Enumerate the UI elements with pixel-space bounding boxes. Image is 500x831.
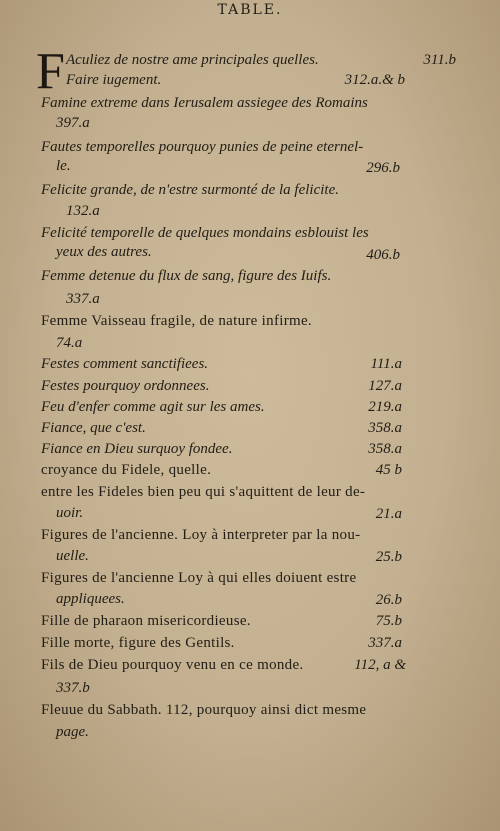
index-entry-text: Fille morte, figure des Gentils.: [41, 635, 235, 651]
index-entry-text: Faire iugement.: [66, 72, 162, 88]
index-entry-text: Aculiez de nostre ame principales quelles.: [66, 52, 319, 68]
index-entry-page: 26.b: [375, 592, 402, 608]
index-entry-text: Fleuue du Sabbath. 112, pourquoy ainsi dict mesme: [41, 702, 367, 718]
index-entry-text: Famine extreme dans Ierusalem assiegee des Romains: [41, 95, 368, 111]
index-entry-page: 132.a: [66, 203, 100, 219]
index-entry-text-cont: page.: [56, 724, 89, 740]
index-entry-page: 406.b: [366, 247, 400, 263]
index-entry-text: croyance du Fidele, quelle.: [41, 462, 212, 478]
drop-cap: F: [36, 43, 65, 100]
index-entry-page: 45 b: [375, 462, 402, 478]
index-entry-page: 358.a: [368, 441, 402, 457]
index-entry-page: 337.b: [56, 680, 90, 696]
index-entry-text-cont: uoir.: [56, 505, 84, 521]
index-entry-text: Femme Vaisseau fragile, de nature infirme.: [41, 313, 312, 329]
index-entry-page: 219.a: [368, 399, 402, 415]
index-entry-text-cont: yeux des autres.: [56, 244, 152, 260]
index-entry-text: entre les Fideles bien peu qui s'aquittent de leur de-: [41, 484, 366, 500]
index-entry-text: Feu d'enfer comme agit sur les ames.: [41, 399, 265, 415]
index-entry-page: 111.a: [370, 356, 402, 372]
index-entry-page: 358.a: [368, 420, 402, 436]
index-entry-page: 112, a &: [354, 657, 406, 673]
index-entry-text: Fiance en Dieu surquoy fondee.: [41, 441, 233, 457]
index-entry-page: 75.b: [375, 613, 402, 629]
index-entry-text: Figures de l'ancienne. Loy à interpreter par la nou-: [41, 527, 361, 543]
index-entry-text: Felicité temporelle de quelques mondains esblouist les: [41, 225, 369, 241]
index-entry-page: 74.a: [56, 335, 83, 351]
index-entry-page: 21.a: [375, 506, 402, 522]
index-entry-text-cont: uelle.: [56, 548, 89, 564]
index-entry-text: Femme detenue du flux de sang, figure des Iuifs.: [41, 268, 332, 284]
index-entry-text: Felicite grande, de n'estre surmonté de la felicite.: [41, 182, 339, 198]
index-entry-text-cont: le.: [56, 158, 71, 174]
index-entry-text: Fille de pharaon misericordieuse.: [41, 613, 251, 629]
page-header: TABLE.: [217, 2, 283, 18]
index-entry-page: 25.b: [375, 549, 402, 565]
index-entry-text: Fils de Dieu pourquoy venu en ce monde.: [41, 657, 304, 673]
index-entry-text: Fiance, que c'est.: [41, 420, 146, 436]
index-entry-text: Festes pourquoy ordonnees.: [41, 378, 210, 394]
index-entry-page: 296.b: [366, 160, 400, 176]
index-entry-page: 397.a: [56, 115, 90, 131]
index-entry-page: 311.b: [423, 52, 456, 68]
index-entry-page: 337.a: [66, 291, 100, 307]
index-entry-page: 337.a: [368, 635, 402, 651]
index-entry-text: Figures de l'ancienne Loy à qui elles doiuent estre: [41, 570, 357, 586]
index-entry-text: Festes comment sanctifiees.: [41, 356, 209, 372]
index-entry-text-cont: appliquees.: [56, 591, 125, 607]
index-entry-text: Fautes temporelles pourquoy punies de peine eternel-: [41, 139, 364, 155]
index-entry-page: 312.a.& b: [344, 72, 405, 88]
index-entry-page: 127.a: [368, 378, 402, 394]
